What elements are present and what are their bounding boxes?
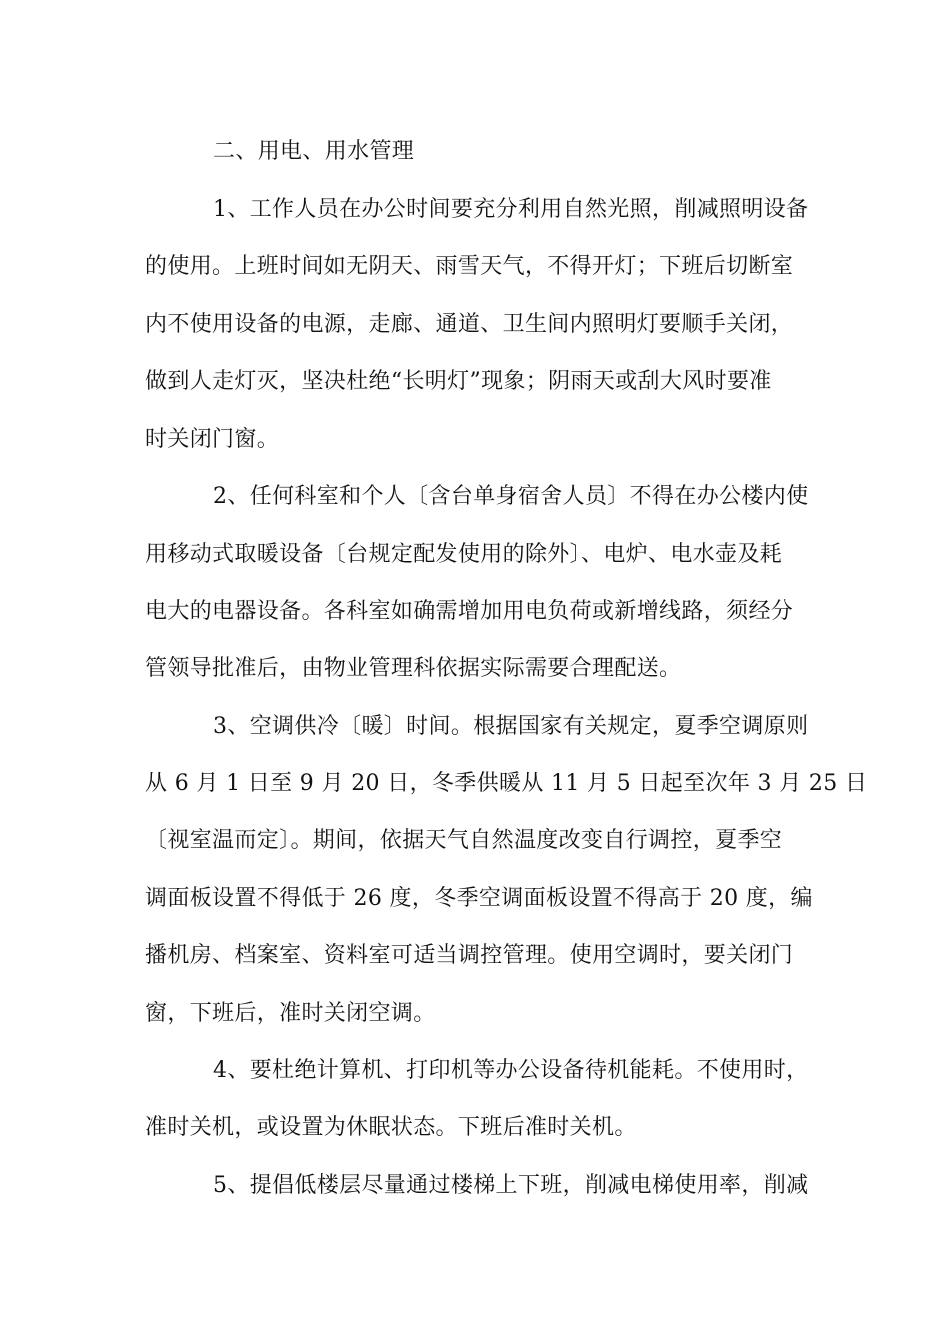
paragraph-4-line-2: 准时关机，或设置为休眠状态。下班后准时关机。 bbox=[145, 1115, 637, 1140]
paragraph-3-line-4: 调面板设置不得低于 26 度，冬季空调面板设置不得高于 20 度，编 bbox=[145, 886, 813, 911]
paragraph-1-line-1: 1、工作人员在办公时间要充分利用自然光照，削减照明设备 bbox=[213, 197, 809, 222]
paragraph-2-line-1: 2、任何科室和个人〔含台单身宿舍人员〕不得在办公楼内使 bbox=[213, 484, 809, 509]
paragraph-1-line-5: 时关闭门窗。 bbox=[145, 427, 280, 452]
paragraph-5-line-1: 5、提倡低楼层尽量通过楼梯上下班，削减电梯使用率，削减 bbox=[213, 1173, 809, 1198]
paragraph-1-line-3: 内不使用设备的电源，走廊、通道、卫生间内照明灯要顺手关闭， bbox=[145, 312, 794, 337]
paragraph-3-line-6: 窗，下班后，准时关闭空调。 bbox=[145, 1001, 436, 1026]
paragraph-1-line-2: 的使用。上班时间如无阴天、雨雪天气，不得开灯；下班后切断室 bbox=[145, 254, 794, 279]
paragraph-2-line-2: 用移动式取暖设备〔台规定配发使用的除外〕、电炉、电水壶及耗 bbox=[145, 542, 783, 567]
paragraph-2-line-3: 电大的电器设备。各科室如确需增加用电负荷或新增线路，须经分 bbox=[145, 599, 794, 624]
paragraph-1-line-4: 做到人走灯灭，坚决杜绝“长明灯”现象；阴雨天或刮大风时要准 bbox=[145, 369, 772, 394]
paragraph-3-line-1: 3、空调供冷〔暖〕时间。根据国家有关规定，夏季空调原则 bbox=[213, 714, 809, 739]
section-title: 二、用电、用水管理 bbox=[213, 139, 415, 164]
paragraph-3-line-5: 播机房、档案室、资料室可适当调控管理。使用空调时，要关闭门 bbox=[145, 943, 794, 968]
paragraph-3-line-3: 〔视室温而定〕。期间，依据天气自然温度改变自行调控，夏季空 bbox=[145, 828, 783, 853]
paragraph-4-line-1: 4、要杜绝计算机、打印机等办公设备待机能耗。不使用时， bbox=[213, 1058, 809, 1083]
paragraph-2-line-4: 管领导批准后，由物业管理科依据实际需要合理配送。 bbox=[145, 656, 682, 681]
paragraph-3-line-2: 从 6 月 1 日至 9 月 20 日，冬季供暖从 11 月 5 日起至次年 3 月 25 日 bbox=[145, 771, 868, 796]
